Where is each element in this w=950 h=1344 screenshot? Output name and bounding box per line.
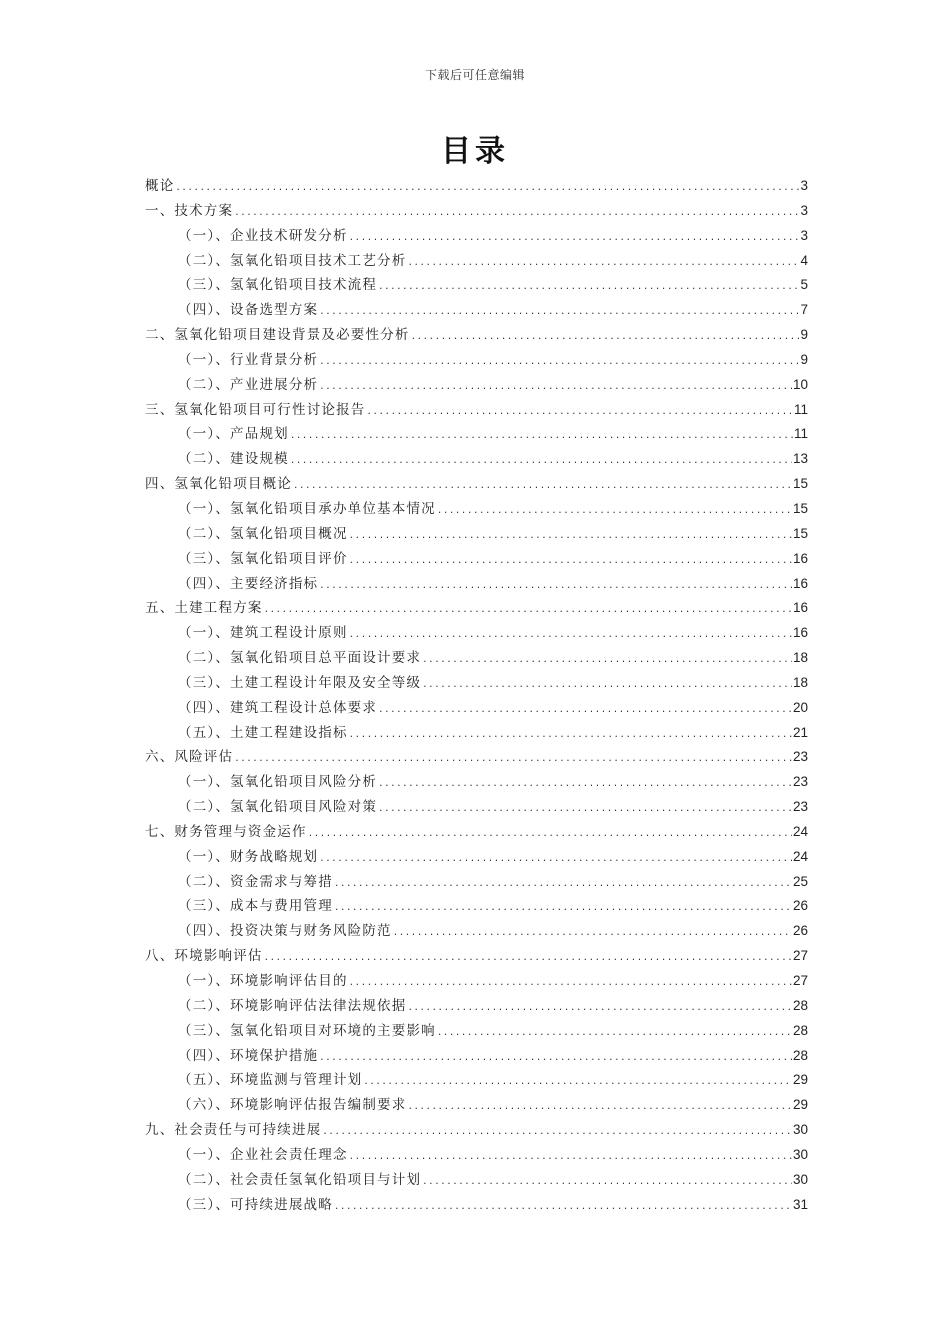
toc-entry-page: 26 — [792, 898, 808, 914]
toc-entry-title: （四）、设备选型方案 — [178, 302, 319, 319]
toc-entry-page: 28 — [792, 997, 808, 1013]
toc-entry[interactable] — [145, 919, 808, 944]
toc-dot-leader — [349, 971, 792, 996]
toc-entry-page: 3 — [800, 178, 808, 193]
toc-entry-page: 10 — [792, 376, 808, 392]
toc-entry[interactable] — [145, 273, 808, 298]
toc-entry-page: 24 — [792, 823, 808, 839]
toc-dot-leader — [378, 797, 792, 822]
toc-dot-leader — [319, 574, 792, 599]
toc-entry[interactable] — [145, 721, 808, 746]
toc-entry[interactable] — [145, 522, 808, 547]
toc-entry-page: 18 — [792, 674, 808, 690]
toc-entry-title: （一）、产品规划 — [178, 426, 289, 443]
toc-dot-leader — [411, 325, 800, 350]
toc-entry-page: 16 — [792, 625, 808, 641]
toc-entry-title: 三、氢氧化铅项目可行性讨论报告 — [145, 401, 366, 418]
toc-entry[interactable] — [145, 1044, 808, 1069]
toc-entry-title: （六）、环境影响评估报告编制要求 — [178, 1097, 407, 1114]
toc-entry[interactable] — [145, 398, 808, 423]
toc-dot-leader — [319, 350, 799, 375]
toc-entry-title: （一）、财务战略规划 — [178, 848, 319, 865]
toc-entry[interactable] — [145, 249, 808, 274]
toc-entry-page: 23 — [792, 774, 808, 790]
toc-entry-title: （二）、产业进展分析 — [178, 376, 319, 393]
toc-entry-page: 31 — [792, 1196, 808, 1212]
toc-dot-leader — [175, 176, 799, 201]
toc-entry-title: （一）、建筑工程设计原则 — [178, 625, 348, 642]
toc-dot-leader — [319, 847, 792, 872]
toc-entry-page: 29 — [792, 1097, 808, 1113]
toc-entry-page: 7 — [800, 302, 808, 318]
toc-entry-page: 27 — [792, 973, 808, 988]
toc-entry-page: 18 — [792, 650, 808, 666]
toc-entry-page: 15 — [792, 525, 808, 541]
toc-entry[interactable] — [145, 497, 808, 522]
toc-entry[interactable] — [145, 373, 808, 398]
toc-entry-title: （四）、投资决策与财务风险防范 — [178, 923, 392, 940]
toc-dot-leader — [334, 1195, 792, 1220]
toc-entry-title: 四、氢氧化铅项目概论 — [145, 476, 292, 493]
toc-entry-title: 二、氢氧化铅项目建设背景及必要性分析 — [145, 327, 410, 344]
toc-entry[interactable] — [145, 1068, 808, 1093]
toc-entry-title: （二）、氢氧化铅项目风险对策 — [178, 799, 378, 816]
toc-dot-leader — [378, 772, 792, 797]
toc-dot-leader — [367, 400, 793, 425]
toc-entry-page: 28 — [792, 1047, 808, 1063]
toc-entry-title: 概论 — [145, 178, 175, 194]
toc-entry[interactable] — [145, 323, 808, 348]
toc-entry[interactable] — [145, 1118, 808, 1143]
toc-dot-leader — [422, 673, 792, 698]
toc-entry-title: （一）、环境影响评估目的 — [178, 973, 348, 989]
toc-dot-leader — [407, 251, 799, 276]
toc-dot-leader — [308, 822, 792, 847]
toc-entry-page: 20 — [792, 699, 808, 715]
toc-entry-page: 23 — [792, 749, 808, 765]
toc-entry-title: （二）、资金需求与筹措 — [178, 873, 333, 890]
toc-entry[interactable] — [145, 422, 808, 447]
toc-entry-page: 26 — [792, 923, 808, 939]
toc-dot-leader — [349, 623, 792, 648]
toc-entry-title: （四）、建筑工程设计总体要求 — [178, 699, 378, 716]
toc-entry-title: （一）、企业技术研发分析 — [178, 227, 348, 244]
toc-entry-page: 23 — [792, 799, 808, 815]
toc-dot-leader — [349, 723, 792, 748]
toc-dot-leader — [319, 1046, 792, 1071]
toc-entry[interactable] — [145, 994, 808, 1019]
toc-entry-title: （三）、氢氧化铅项目评价 — [178, 550, 348, 567]
toc-entry-title: （二）、建设规模 — [178, 451, 289, 468]
toc-entry-page: 29 — [792, 1072, 808, 1088]
toc-entry-page: 9 — [800, 351, 808, 367]
toc-entry-title: （二）、氢氧化铅项目总平面设计要求 — [178, 650, 422, 667]
toc-dot-leader — [234, 747, 792, 772]
toc-entry[interactable] — [145, 174, 808, 199]
toc-entry[interactable] — [145, 646, 808, 671]
toc-entry-page: 25 — [792, 873, 808, 889]
toc-entry-title: （二）、环境影响评估法律法规依据 — [178, 997, 407, 1014]
toc-entry[interactable] — [145, 596, 808, 621]
toc-entry[interactable] — [145, 472, 808, 497]
toc-entry-page: 30 — [792, 1146, 808, 1162]
toc-entry-page: 4 — [800, 252, 808, 268]
toc-dot-leader — [363, 1070, 792, 1095]
toc-entry-title: （一）、氢氧化铅项目风险分析 — [178, 774, 378, 791]
toc-entry-title: 五、土建工程方案 — [145, 600, 263, 617]
toc-entry-page: 3 — [800, 202, 808, 218]
toc-entry-page: 27 — [792, 948, 808, 964]
toc-dot-leader — [349, 524, 792, 549]
toc-dot-leader — [407, 996, 792, 1021]
toc-entry-title: （四）、环境保护措施 — [178, 1047, 319, 1064]
toc-entry[interactable] — [145, 770, 808, 795]
toc-dot-leader — [334, 896, 792, 921]
toc-entry[interactable] — [145, 348, 808, 373]
toc-entry-title: （一）、氢氧化铅项目承办单位基本情况 — [178, 500, 436, 517]
toc-entry-title: （一）、行业背景分析 — [178, 351, 319, 368]
toc-entry[interactable] — [145, 1143, 808, 1168]
toc-entry[interactable] — [145, 870, 808, 895]
toc-entry[interactable] — [145, 820, 808, 845]
toc-entry-page: 16 — [792, 575, 808, 591]
toc-entry-page: 15 — [792, 500, 808, 516]
toc-entry-page: 15 — [792, 476, 808, 492]
toc-dot-leader — [234, 201, 799, 226]
toc-dot-leader — [422, 648, 792, 673]
toc-dot-leader — [407, 1095, 792, 1120]
toc-entry[interactable] — [145, 969, 808, 994]
toc-entry-title: （三）、可持续进展战略 — [178, 1196, 333, 1213]
toc-entry-page: 3 — [800, 227, 808, 243]
toc-entry-title: （二）、氢氧化铅项目概况 — [178, 525, 348, 542]
toc-entry-title: 八、环境影响评估 — [145, 948, 263, 965]
toc-dot-leader — [264, 946, 792, 971]
toc-dot-leader — [319, 375, 792, 400]
toc-entry[interactable] — [145, 1168, 808, 1193]
toc-entry-title: （三）、土建工程设计年限及安全等级 — [178, 674, 422, 691]
toc-entry[interactable] — [145, 224, 808, 249]
toc-entry[interactable] — [145, 1193, 808, 1218]
header-note: 下载后可任意编辑 — [424, 68, 525, 82]
toc-entry-page: 30 — [792, 1122, 808, 1138]
toc-entry-page: 30 — [792, 1171, 808, 1187]
toc-entry-page: 11 — [793, 401, 808, 417]
toc-entry[interactable] — [145, 745, 808, 770]
toc-dot-leader — [290, 424, 793, 449]
toc-dot-leader — [349, 1145, 792, 1170]
toc-entry[interactable] — [145, 298, 808, 323]
toc-entry[interactable] — [145, 199, 808, 224]
toc-dot-leader — [319, 300, 799, 325]
toc-entry-title: 九、社会责任与可持续进展 — [145, 1122, 322, 1139]
toc-entry[interactable] — [145, 547, 808, 572]
toc-entry-page: 16 — [792, 550, 808, 566]
toc-entry[interactable] — [145, 845, 808, 870]
toc-dot-leader — [293, 474, 792, 499]
toc-entry-page: 13 — [792, 451, 808, 467]
toc-entry[interactable] — [145, 671, 808, 696]
toc-entry[interactable] — [145, 944, 808, 969]
toc-dot-leader — [378, 698, 792, 723]
toc-entry[interactable] — [145, 572, 808, 597]
toc-entry-title: （二）、氢氧化铅项目技术工艺分析 — [178, 252, 407, 269]
toc-dot-leader — [334, 872, 792, 897]
toc-entry-title: （三）、氢氧化铅项目技术流程 — [178, 277, 378, 294]
toc-entry-page: 16 — [792, 600, 808, 616]
toc-entry[interactable] — [145, 795, 808, 820]
toc-entry-title: （五）、土建工程建设指标 — [178, 724, 348, 741]
toc-entry-title: 一、技术方案 — [145, 202, 234, 219]
toc-entry-title: （四）、主要经济指标 — [178, 575, 319, 592]
toc-entry[interactable] — [145, 1019, 808, 1044]
toc-dot-leader — [264, 598, 792, 623]
toc-entry-title: （二）、社会责任氢氧化铅项目与计划 — [178, 1171, 422, 1188]
toc-entry[interactable] — [145, 894, 808, 919]
toc-entry-title: （三）、氢氧化铅项目对环境的主要影响 — [178, 1022, 436, 1039]
toc-entry[interactable] — [145, 1093, 808, 1118]
toc-entry-title: （五）、环境监测与管理计划 — [178, 1072, 363, 1089]
toc-entry-page: 11 — [793, 426, 808, 442]
toc-entry[interactable] — [145, 621, 808, 646]
toc-entry[interactable] — [145, 696, 808, 721]
toc-entry-title: （一）、企业社会责任理念 — [178, 1146, 348, 1163]
toc-entry-page: 9 — [800, 327, 808, 343]
toc-entry-page: 24 — [792, 848, 808, 864]
toc-dot-leader — [437, 1021, 792, 1046]
toc-dot-leader — [422, 1170, 792, 1195]
toc-dot-leader — [290, 449, 792, 474]
toc-entry-page: 5 — [800, 277, 808, 293]
toc-entry-title: 六、风险评估 — [145, 749, 234, 766]
toc-list — [145, 174, 808, 1217]
toc-entry-title: 七、财务管理与资金运作 — [145, 823, 307, 840]
toc-dot-leader — [349, 549, 792, 574]
toc-dot-leader — [393, 921, 792, 946]
toc-dot-leader — [349, 226, 800, 251]
toc-dot-leader — [437, 499, 792, 524]
toc-dot-leader — [322, 1120, 792, 1145]
toc-entry-page: 21 — [792, 724, 808, 740]
toc-entry-title: （三）、成本与费用管理 — [178, 898, 333, 915]
toc-dot-leader — [378, 275, 799, 300]
toc-title: 目录 — [441, 134, 509, 169]
toc-entry-page: 28 — [792, 1022, 808, 1038]
toc-entry[interactable] — [145, 447, 808, 472]
